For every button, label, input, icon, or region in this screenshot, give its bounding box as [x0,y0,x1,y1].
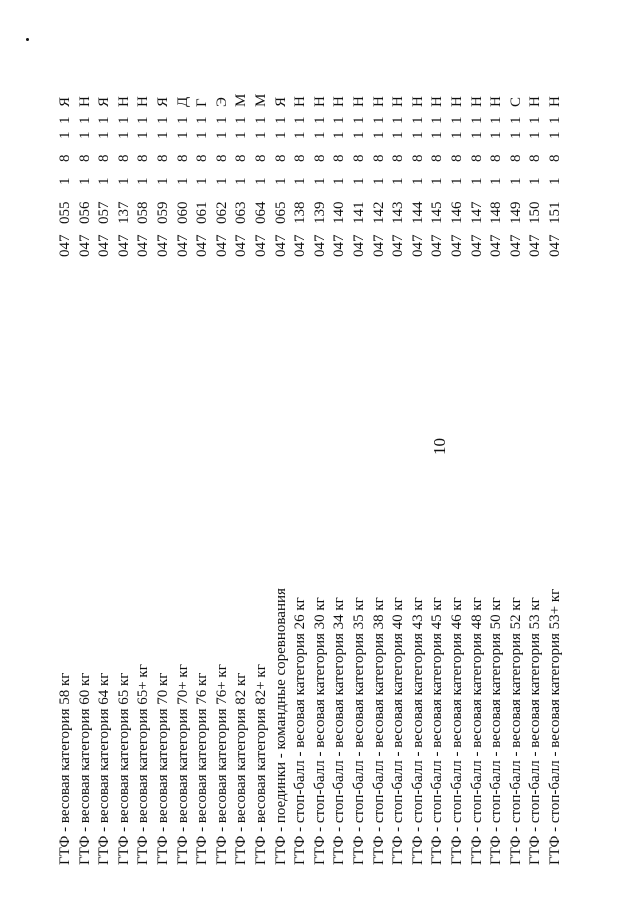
row-label: ГТФ - стоп-балл - весовая категория 50 кг [488,597,505,865]
row-code-c4: 8 [174,154,191,162]
row-code-c2: 140 [331,201,348,224]
row-code-c4: 8 [351,154,367,162]
row-label: ГТФ - весовая категория 82 кг [233,672,250,865]
row-code-c5: 1 [527,131,544,139]
row-code-c6: 1 [409,116,426,124]
row-code-c4: 8 [135,154,152,162]
row-code-c2: 145 [429,201,446,224]
row-code-c2: 065 [272,201,289,224]
row-code-c1: 047 [76,234,93,257]
row-code-c5: 1 [468,131,485,139]
row-code-c1: 047 [390,234,407,257]
row-code-c5: 1 [155,131,171,139]
row-code-c1: 047 [429,234,446,257]
row-code-c6: 1 [390,116,407,124]
row-code-c6: 1 [213,116,230,124]
table-row [232,35,250,865]
row-code-c2: 146 [449,201,465,224]
row-code-c1: 047 [115,234,132,257]
row-code-c5: 1 [409,131,426,139]
row-code-c6: 1 [311,116,328,124]
row-code-c4: 8 [194,154,211,162]
row-code-c6: 1 [253,116,269,124]
table-row [252,35,270,865]
table-row [311,35,329,865]
row-code-c2: 141 [351,201,367,224]
row-code-c7: Н [390,96,407,107]
row-code-c7: Н [351,96,367,107]
row-code-c4: 8 [96,154,113,162]
row-code-c1: 047 [233,234,250,257]
row-code-c6: 1 [547,116,563,124]
row-code-c2: 055 [57,201,73,224]
row-code-c3: 1 [351,177,367,185]
row-code-c6: 1 [331,116,348,124]
table-row [291,35,309,865]
row-code-c6: 1 [272,116,289,124]
row-code-c2: 143 [390,201,407,224]
row-label: ГТФ - весовая категория 70+ кг [174,664,191,865]
row-label: ГТФ - весовая категория 70 кг [155,672,171,865]
row-code-c5: 1 [233,131,250,139]
row-code-c7: Н [449,96,465,107]
row-code-c4: 8 [292,154,309,162]
row-code-c2: 056 [76,201,93,224]
table-row [389,35,407,865]
row-code-c7: Н [370,96,387,107]
row-code-c2: 061 [194,201,211,224]
table-row [154,35,172,865]
table-row [115,35,133,865]
row-code-c5: 1 [488,131,505,139]
row-code-c4: 8 [429,154,446,162]
row-code-c7: Н [292,96,309,107]
row-code-c4: 8 [527,154,544,162]
table-row [448,35,466,865]
row-code-c7: Я [96,96,113,107]
row-code-c6: 1 [155,116,171,124]
row-code-c2: 151 [547,201,563,224]
row-label: ГТФ - стоп-балл - весовая категория 52 кг [507,597,524,865]
row-code-c4: 8 [76,154,93,162]
row-code-c1: 047 [409,234,426,257]
row-label: ГТФ - стоп-балл - весовая категория 38 кг [370,597,387,865]
row-label: ГТФ - стоп-балл - весовая категория 43 кг [409,597,426,865]
table-row [213,35,231,865]
row-code-c1: 047 [547,234,563,257]
row-code-c4: 8 [311,154,328,162]
row-code-c5: 1 [213,131,230,139]
row-code-c3: 1 [174,177,191,185]
row-label: ГТФ - стоп-балл - весовая категория 34 кг [331,597,348,865]
row-code-c1: 047 [135,234,152,257]
page-number: 10 [430,438,449,455]
row-code-c3: 1 [57,177,73,185]
row-code-c3: 1 [272,177,289,185]
row-label: ГТФ - стоп-балл - весовая категория 40 кг [390,597,407,865]
table-row [409,35,427,865]
row-label: ГТФ - весовая категория 82+ кг [253,664,269,865]
row-code-c6: 1 [507,116,524,124]
row-code-c4: 8 [488,154,505,162]
row-code-c3: 1 [409,177,426,185]
row-code-c7: Д [174,96,191,107]
row-code-c4: 8 [390,154,407,162]
row-code-c1: 047 [351,234,367,257]
row-code-c4: 8 [233,154,250,162]
row-label: ГТФ - стоп-балл - весовая категория 53 кг [527,597,544,865]
row-code-c2: 060 [174,201,191,224]
row-code-c6: 1 [174,116,191,124]
row-code-c6: 1 [370,116,387,124]
row-code-c3: 1 [311,177,328,185]
row-code-c6: 1 [194,116,211,124]
table-row [546,35,564,865]
row-code-c3: 1 [488,177,505,185]
row-code-c2: 142 [370,201,387,224]
row-label: ГТФ - стоп-балл - весовая категория 53+ кг [547,588,563,865]
table-row [95,35,113,865]
row-code-c1: 047 [468,234,485,257]
row-code-c3: 1 [155,177,171,185]
row-code-c6: 1 [292,116,309,124]
row-code-c7: Н [409,96,426,107]
row-label: ГТФ - весовая категория 76 кг [194,672,211,865]
row-code-c3: 1 [527,177,544,185]
row-code-c1: 047 [370,234,387,257]
row-code-c3: 1 [96,177,113,185]
row-code-c7: Г [194,98,211,107]
table-row [350,35,368,865]
row-label: ГТФ - весовая категория 64 кг [96,672,113,865]
row-code-c4: 8 [272,154,289,162]
row-code-c7: Н [76,96,93,107]
row-code-c3: 1 [390,177,407,185]
row-label: ГТФ - стоп-балл - весовая категория 30 кг [311,597,328,865]
row-code-c1: 047 [155,234,171,257]
row-code-c5: 1 [370,131,387,139]
row-code-c6: 1 [488,116,505,124]
table-row [330,35,348,865]
table-row [507,35,525,865]
table-row [174,35,192,865]
table-row [428,35,446,865]
table-row [370,35,388,865]
row-code-c1: 047 [174,234,191,257]
row-code-c3: 1 [135,177,152,185]
row-code-c1: 047 [253,234,269,257]
row-code-c3: 1 [115,177,132,185]
row-code-c2: 139 [311,201,328,224]
row-code-c5: 1 [96,131,113,139]
row-code-c3: 1 [331,177,348,185]
row-code-c5: 1 [331,131,348,139]
table-row [487,35,505,865]
row-code-c3: 1 [429,177,446,185]
row-code-c2: 144 [409,201,426,224]
row-code-c6: 1 [115,116,132,124]
row-code-c3: 1 [213,177,230,185]
row-code-c6: 1 [135,116,152,124]
table-row [526,35,544,865]
row-code-c4: 8 [370,154,387,162]
row-code-c7: Н [331,96,348,107]
row-code-c7: С [507,96,524,107]
row-code-c4: 8 [213,154,230,162]
row-code-c7: Н [115,96,132,107]
row-code-c1: 047 [527,234,544,257]
row-code-c4: 8 [57,154,73,162]
row-label: ГТФ - стоп-балл - весовая категория 45 кг [429,597,446,865]
row-code-c6: 1 [76,116,93,124]
row-label: ГТФ - стоп-балл - весовая категория 46 кг [449,597,465,865]
row-code-c1: 047 [292,234,309,257]
table-row [272,35,290,865]
row-code-c4: 8 [253,154,269,162]
row-code-c7: Н [468,96,485,107]
row-code-c2: 063 [233,201,250,224]
row-code-c5: 1 [272,131,289,139]
row-code-c1: 047 [213,234,230,257]
row-code-c7: Я [57,96,73,107]
row-code-c6: 1 [429,116,446,124]
row-code-c1: 047 [311,234,328,257]
row-label: ГТФ - стоп-балл - весовая категория 48 кг [468,597,485,865]
row-code-c4: 8 [409,154,426,162]
row-code-c2: 058 [135,201,152,224]
row-code-c5: 1 [429,131,446,139]
row-code-c7: Н [527,96,544,107]
row-code-c7: Я [272,96,289,107]
row-code-c6: 1 [96,116,113,124]
row-code-c2: 147 [468,201,485,224]
row-label: ГТФ - стоп-балл - весовая категория 26 кг [292,597,309,865]
row-code-c7: Н [429,96,446,107]
row-code-c1: 047 [449,234,465,257]
row-code-c4: 8 [155,154,171,162]
table-row [468,35,486,865]
row-code-c1: 047 [96,234,113,257]
row-code-c1: 047 [507,234,524,257]
row-code-c3: 1 [233,177,250,185]
row-label: ГТФ - поединки - командные соревнования [272,588,289,865]
row-code-c6: 1 [468,116,485,124]
row-code-c4: 8 [468,154,485,162]
row-code-c7: М [253,93,269,107]
row-code-c5: 1 [115,131,132,139]
row-code-c7: Э [213,97,230,107]
table-row [193,35,211,865]
row-code-c5: 1 [76,131,93,139]
row-code-c5: 1 [135,131,152,139]
row-code-c5: 1 [292,131,309,139]
row-code-c3: 1 [76,177,93,185]
row-code-c2: 150 [527,201,544,224]
row-code-c2: 059 [155,201,171,224]
row-code-c7: М [233,93,250,107]
row-code-c5: 1 [194,131,211,139]
row-code-c5: 1 [351,131,367,139]
row-code-c5: 1 [449,131,465,139]
row-code-c2: 064 [253,201,269,224]
row-code-c5: 1 [507,131,524,139]
row-code-c2: 062 [213,201,230,224]
row-code-c5: 1 [311,131,328,139]
row-code-c4: 8 [449,154,465,162]
row-code-c3: 1 [547,177,563,185]
row-label: ГТФ - весовая категория 65 кг [115,672,132,865]
row-code-c6: 1 [527,116,544,124]
row-code-c2: 148 [488,201,505,224]
row-code-c2: 057 [96,201,113,224]
row-code-c3: 1 [292,177,309,185]
row-label: ГТФ - весовая категория 58 кг [57,672,73,865]
row-code-c6: 1 [57,116,73,124]
row-code-c1: 047 [57,234,73,257]
row-code-c4: 8 [115,154,132,162]
row-code-c4: 8 [507,154,524,162]
row-code-c5: 1 [174,131,191,139]
row-code-c3: 1 [253,177,269,185]
row-label: ГТФ - весовая категория 65+ кг [135,664,152,865]
row-code-c6: 1 [449,116,465,124]
row-code-c5: 1 [390,131,407,139]
row-code-c1: 047 [488,234,505,257]
row-label: ГТФ - весовая категория 76+ кг [213,664,230,865]
table-row [134,35,152,865]
row-code-c7: Н [135,96,152,107]
row-code-c5: 1 [547,131,563,139]
row-code-c4: 8 [547,154,563,162]
row-code-c5: 1 [57,131,73,139]
row-code-c7: Я [155,96,171,107]
row-code-c4: 8 [331,154,348,162]
row-code-c3: 1 [468,177,485,185]
row-code-c1: 047 [194,234,211,257]
row-code-c7: Н [547,96,563,107]
row-code-c1: 047 [331,234,348,257]
row-code-c3: 1 [507,177,524,185]
row-code-c3: 1 [194,177,211,185]
table-row [56,35,74,865]
row-code-c2: 138 [292,201,309,224]
row-code-c3: 1 [449,177,465,185]
row-code-c6: 1 [351,116,367,124]
row-code-c7: Н [311,96,328,107]
row-code-c2: 149 [507,201,524,224]
row-code-c5: 1 [253,131,269,139]
row-code-c2: 137 [115,201,132,224]
row-code-c1: 047 [272,234,289,257]
row-code-c6: 1 [233,116,250,124]
row-label: ГТФ - стоп-балл - весовая категория 35 кг [351,597,367,865]
row-code-c7: Н [488,96,505,107]
row-code-c3: 1 [370,177,387,185]
table-row [76,35,94,865]
row-label: ГТФ - весовая категория 60 кг [76,672,93,865]
